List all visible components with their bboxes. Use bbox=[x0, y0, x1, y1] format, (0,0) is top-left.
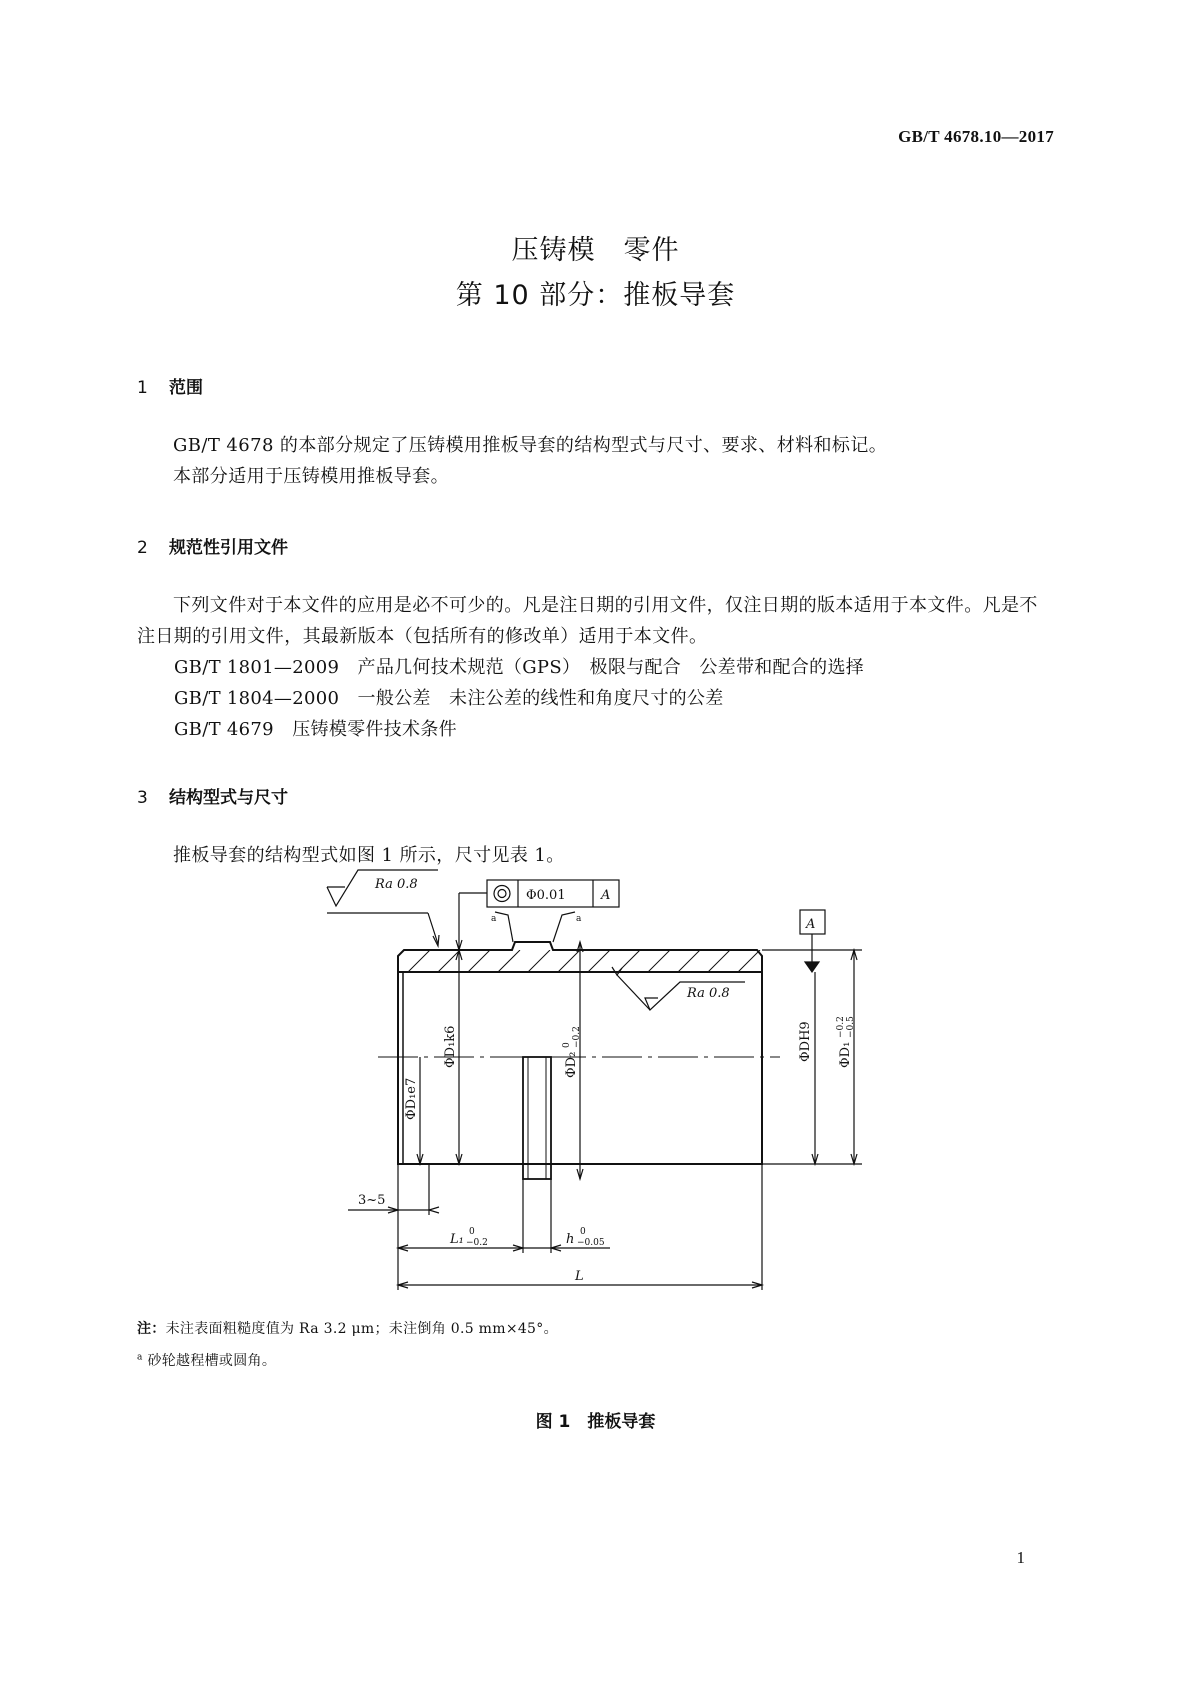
label-ra-top: Ra 0.8 bbox=[375, 877, 418, 892]
page-number: 1 bbox=[1016, 1548, 1025, 1567]
label-d1-right: ΦD₁ bbox=[838, 1041, 853, 1068]
section-hatching bbox=[408, 950, 760, 972]
label-d2-tol-lower: −0.2 bbox=[572, 1026, 582, 1048]
label-h-tol-lower: −0.05 bbox=[577, 1238, 605, 1248]
note-label: 注： bbox=[137, 1321, 166, 1337]
label-l1: L₁ bbox=[450, 1232, 464, 1247]
reference-code: GB/T 1801—2009 bbox=[174, 657, 340, 678]
reference-code: GB/T 4679 bbox=[174, 719, 274, 740]
label-datum-box: A bbox=[806, 917, 816, 932]
label-d1-right-tol-upper: −0.2 bbox=[836, 1016, 846, 1038]
section-title: 结构型式与尺寸 bbox=[169, 788, 288, 808]
standard-number: GB/T 4678.10—2017 bbox=[898, 127, 1054, 146]
figure-footnote bbox=[137, 1350, 276, 1370]
label-h-tol-upper: 0 bbox=[580, 1227, 586, 1237]
label-groove-a-left: a bbox=[491, 914, 497, 924]
groove bbox=[523, 1057, 551, 1179]
footnote-text: 砂轮越程槽或圆角。 bbox=[147, 1353, 277, 1369]
reference-title: 一般公差 未注公差的线性和角度尺寸的公差 bbox=[357, 688, 724, 709]
section-number: 3 bbox=[137, 788, 148, 808]
footnote-mark: a bbox=[137, 1352, 143, 1363]
groove-leader-left bbox=[495, 912, 513, 942]
document-subtitle: 第 10 部分：推板导套 bbox=[455, 280, 736, 311]
paragraph: 下列文件对于本文件的应用是必不可少的。凡是注日期的引用文件，仅注日期的版本适用于本文件。凡是不注日期的引用文件，其最新版本（包括所有的修改单）适用于本文件。 bbox=[137, 595, 1038, 647]
label-d2: ΦD₂ bbox=[564, 1051, 579, 1078]
paragraph: 推板导套的结构型式如图 1 所示，尺寸见表 1。 bbox=[173, 845, 565, 866]
label-groove-a-right: a bbox=[576, 914, 582, 924]
reference-title: 压铸模零件技术条件 bbox=[292, 719, 457, 740]
label-ra-bore: Ra 0.8 bbox=[687, 986, 730, 1001]
label-3-5: 3~5 bbox=[358, 1193, 386, 1208]
label-datum: A bbox=[601, 888, 611, 903]
label-h: h bbox=[566, 1232, 575, 1247]
note-text: 未注表面粗糙度值为 Ra 3.2 μm；未注倒角 0.5 mm×45°。 bbox=[165, 1321, 558, 1337]
label-d1-right-tol-lower: −0.5 bbox=[846, 1016, 856, 1038]
label-l1-tol-upper: 0 bbox=[469, 1227, 475, 1237]
paragraph: 本部分适用于压铸模用推板导套。 bbox=[173, 466, 449, 487]
section-title: 范围 bbox=[169, 378, 203, 398]
reference-code: GB/T 1804—2000 bbox=[174, 688, 340, 709]
section-number: 1 bbox=[137, 378, 148, 398]
section-title: 规范性引用文件 bbox=[169, 538, 288, 558]
section-number: 2 bbox=[137, 538, 148, 558]
label-tolerance-value: Φ0.01 bbox=[526, 888, 566, 903]
document-title: 压铸模 零件 bbox=[511, 235, 680, 266]
roughness-leader-bore bbox=[617, 975, 650, 1010]
label-dh9: ΦDH9 bbox=[798, 1021, 813, 1062]
groove-leader-right bbox=[553, 912, 575, 942]
label-d1k6: ΦD₁k6 bbox=[443, 1025, 458, 1068]
label-l1-tol-lower: −0.2 bbox=[466, 1238, 488, 1248]
reference-title: 产品几何技术规范（GPS） 极限与配合 公差带和配合的选择 bbox=[357, 657, 865, 678]
label-d2-tol-upper: 0 bbox=[562, 1042, 572, 1048]
label-l: L bbox=[575, 1269, 584, 1284]
paragraph: GB/T 4678 的本部分规定了压铸模用推板导套的结构型式与尺寸、要求、材料和标记。 bbox=[173, 435, 888, 456]
figure-note bbox=[137, 1318, 558, 1338]
label-d1e7: ΦD₁e7 bbox=[404, 1077, 419, 1120]
figure-caption: 图 1 推板导套 bbox=[535, 1412, 656, 1432]
